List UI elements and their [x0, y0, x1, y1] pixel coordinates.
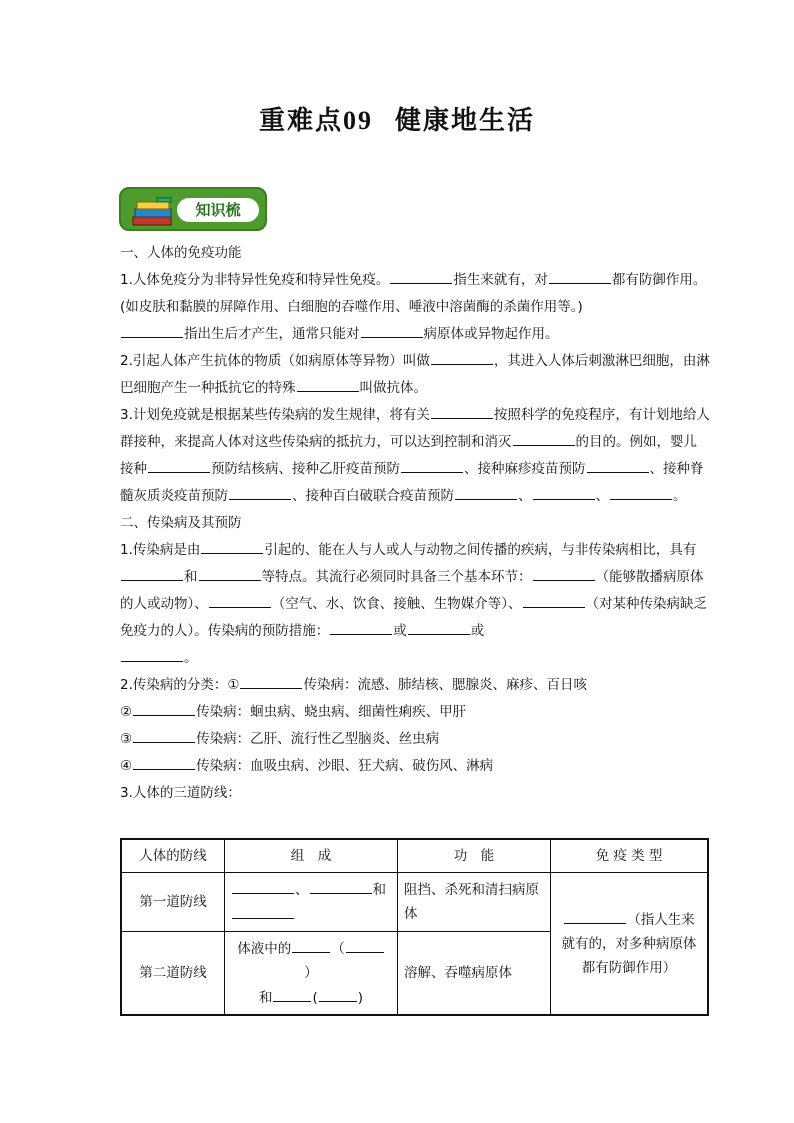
text: 、接种麻疹疫苗预防: [464, 461, 586, 477]
section1-paragraph1: [120, 267, 710, 348]
text: 、: [518, 488, 532, 504]
row1-function: 阻挡、杀死和清扫病原体: [398, 873, 551, 932]
text: （空气、水、饮食、接触、生物媒介等）、: [271, 596, 522, 612]
row1-composition: [225, 873, 398, 932]
table-header-row: [121, 839, 708, 873]
text: 叫做抗体。: [359, 380, 427, 396]
table-row: [121, 873, 708, 932]
text: 。: [673, 488, 687, 504]
text: 指生来就有，对: [453, 272, 548, 288]
text: 、接种百白破联合疫苗预防: [292, 488, 454, 504]
text: 、: [595, 488, 609, 504]
fill-blank[interactable]: [133, 726, 195, 743]
badge-label: 知识梳: [195, 201, 241, 219]
text: 指出生后才产生，通常只能对: [184, 326, 360, 342]
classification-line3: [120, 726, 710, 753]
text: ）: [304, 965, 318, 981]
text: 等特点。其流行必须同时具备三个基本环节：: [261, 569, 532, 585]
fill-blank[interactable]: [610, 483, 672, 500]
fill-blank[interactable]: [401, 456, 463, 473]
fill-blank[interactable]: [148, 456, 210, 473]
header-composition: 组 成: [225, 839, 398, 873]
header-immune-type: 免 疫 类 型: [551, 839, 709, 873]
classification-line1: [120, 672, 710, 699]
text: 或: [393, 623, 407, 639]
row2-name: 第二道防线: [121, 932, 225, 1016]
fill-blank[interactable]: [361, 321, 423, 338]
knowledge-badge: [119, 187, 267, 231]
fill-blank[interactable]: [209, 591, 271, 608]
fill-blank[interactable]: [121, 321, 183, 338]
classification-line4: [120, 753, 710, 780]
fill-blank[interactable]: [431, 402, 493, 419]
text: 、: [295, 882, 309, 898]
title-sub: 健康地生活: [395, 106, 536, 136]
classification-line2: [120, 699, 710, 726]
text: 病原体或异物起作用。: [423, 326, 559, 342]
fill-blank[interactable]: [229, 483, 291, 500]
section1-paragraph2: [120, 348, 710, 402]
text: ): [357, 990, 364, 1006]
header-function: 功 能: [398, 839, 551, 873]
text: 传染病：流感、肺结核、腮腺炎、麻疹、百日咳: [303, 677, 587, 693]
title-number: 09: [343, 106, 373, 135]
row2-composition: [225, 932, 398, 1016]
section1-heading: 一、人体的免疫功能: [120, 245, 242, 261]
fill-blank[interactable]: [523, 591, 585, 608]
text: 1.人体免疫分为非特异性免疫和特异性免疫。: [120, 272, 390, 288]
books-icon: [131, 197, 175, 227]
fill-blank[interactable]: [273, 985, 311, 1002]
text: ，其进入人体后刺激淋巴细胞，由淋巴细胞产生一种抵抗它的特殊: [120, 353, 710, 396]
text: 按照科学的免疫程序，有计划地给人群接种，来提高人体对这些传染病的抵抗力，可以达到控制和消灭: [120, 407, 710, 450]
text: 3.计划免疫就是根据某些传染病的发生规律，将有关: [120, 407, 430, 423]
text: 引起的、能在人与人或人与动物之间传播的疾病，与非传染病相比，具有: [264, 542, 697, 558]
text: 2.传染病的分类：①: [120, 677, 240, 693]
text: （对某种传染病缺乏免疫力的人）。传染病的预防措施：: [120, 596, 707, 639]
text: 传染病：蛔虫病、蛲虫病、细菌性痢疾、甲肝: [196, 704, 467, 720]
text: 、接种脊髓灰质炎疫苗预防: [120, 461, 704, 504]
defense-lines-heading: 3.人体的三道防线：: [120, 785, 241, 801]
fill-blank[interactable]: [549, 267, 611, 284]
fill-blank[interactable]: [133, 753, 195, 770]
fill-blank[interactable]: [533, 483, 595, 500]
text: 2.引起人体产生抗体的物质（如病原体等异物）叫做: [120, 353, 430, 369]
text: 和: [258, 990, 273, 1006]
fill-blank[interactable]: [240, 672, 302, 689]
fill-blank[interactable]: [431, 348, 493, 365]
title-main: 重难点: [258, 106, 343, 136]
fill-blank[interactable]: [587, 456, 649, 473]
fill-blank[interactable]: [232, 877, 294, 894]
text: 1.传染病是由: [120, 542, 201, 558]
text: ③: [120, 731, 133, 747]
fill-blank[interactable]: [199, 564, 261, 581]
fill-blank[interactable]: [232, 902, 294, 919]
text: （指人生来就有的，对多种病原体都有防御作用）: [561, 912, 697, 976]
fill-blank[interactable]: [513, 429, 575, 446]
fill-blank[interactable]: [310, 877, 372, 894]
section1-paragraph3: [120, 402, 710, 510]
fill-blank[interactable]: [297, 375, 359, 392]
section2-heading: 二、传染病及其预防: [120, 515, 242, 531]
fill-blank[interactable]: [133, 699, 195, 716]
fill-blank[interactable]: [201, 537, 263, 554]
text: ④: [120, 758, 133, 774]
header-defense: 人体的防线: [121, 839, 225, 873]
text: 都有防御作用。(如皮肤和黏膜的屏障作用、白细胞的吞噬作用、唾液中溶菌酶的杀菌作用等。): [120, 272, 707, 315]
text: 传染病：血吸虫病、沙眼、狂犬病、破伤风、淋病: [196, 758, 494, 774]
badge-label-box: [177, 198, 259, 222]
text: 传染病：乙肝、流行性乙型脑炎、丝虫病: [196, 731, 440, 747]
fill-blank[interactable]: [455, 483, 517, 500]
text: (: [312, 990, 318, 1006]
row2-function: 溶解、吞噬病原体: [398, 932, 551, 1016]
fill-blank[interactable]: [390, 267, 452, 284]
text: （: [331, 941, 345, 957]
fill-blank[interactable]: [564, 907, 626, 924]
text: 和: [184, 569, 198, 585]
fill-blank[interactable]: [408, 618, 470, 635]
page-title: [0, 100, 794, 137]
text: 体液中的: [237, 941, 292, 957]
text: 。: [184, 650, 198, 666]
fill-blank[interactable]: [533, 564, 595, 581]
row1-name: 第一道防线: [121, 873, 225, 932]
immune-type-cell: [551, 873, 709, 1016]
fill-blank[interactable]: [346, 936, 384, 953]
section2-paragraph1: [120, 537, 710, 672]
fill-blank[interactable]: [121, 645, 183, 662]
fill-blank[interactable]: [292, 936, 330, 953]
fill-blank[interactable]: [121, 564, 183, 581]
text: 或: [470, 623, 485, 639]
text: ②: [120, 704, 133, 720]
fill-blank[interactable]: [319, 985, 357, 1002]
content-body: [120, 240, 710, 807]
fill-blank[interactable]: [330, 618, 392, 635]
text: 预防结核病、接种乙肝疫苗预防: [211, 461, 400, 477]
text: （能够散播病原体的人或动物）、: [120, 569, 704, 612]
text: 和: [372, 882, 386, 898]
defense-table: [120, 838, 709, 1016]
text: 的目的。例如，婴儿接种: [120, 434, 697, 477]
